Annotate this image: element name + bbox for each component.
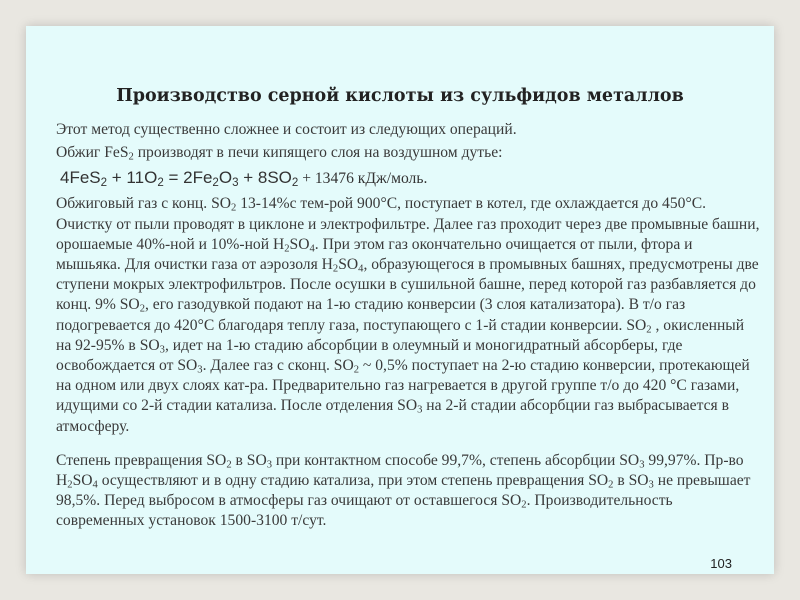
reaction-equation: $4FeS_2 + 11O_2 = 2Fe_2O_3 + 8SO_2 + 13476$ кДж/моль. — [60, 168, 428, 190]
intro-text: Этот метод существенно сложнее и состоит из следующих операций. — [56, 121, 517, 138]
page-number: 103 — [710, 556, 732, 571]
slide-title: Производство серной кислоты из сульфидов металлов — [116, 86, 684, 106]
process-description: Обжиговый газ с конц. $SO_2$ 13-14%с тем-рой 900°С, поступает в котел, где охлаждается до 450°С. Очистку от пыли проводят в циклоне и электрофильтре. Далее газ проходит через две промывные башни, орошаемые 40%-ной и 10%-ной $H_2SO_4$. При этом газ окончательно очищается от пыли, фтора и мышьяка. Для очистки газа от аэрозоля $H_2SO_4$, образующегося в промывных башнях, предусмотрены две ступени мокрых электрофильтров. После осушки в сушильной башне, перед которой газ разбавляется до конц. 9% $SO_2$, его газодувкой подают на 1-ю стадию конверсии (3 слоя катализатора). В т/о газ подогревается до 420°С благодаря теплу газа, поступающего с 1-й стадии конверсии. $SO_2$ , окисленный на 92-95% в $SO_3$, идет на 1-ю стадию абсорбции в олеумный и моногидратный абсорберы, где освобождается от $SO_3$. Далее газ с сконц. $SO_2$ ~ 0,5% поступает на 2-ю стадию конверсии, протекающей на одном или двух слоях кат-ра. Предварительно газ нагревается в другой группе т/о до 420 °С газами, идущими со 2-й стадии катализа. После отделения $SO_3$ на 2-й стадии абсорбции газ выбрасывается в атмосферу. — [56, 195, 760, 435]
conversion-stats: Степень превращения $SO_2$ в $SO_3$ при контактном способе 99,7%, степень абсорбции $SO_3$ 99,97%. Пр-во $H_2SO_4$ осуществляют и в одну стадию катализа, при этом степень превращения $SO_2$ в $SO_3$ не превышает 98,5%. Перед выбросом в атмосферы газ очищают от оставшегося $SO_2$. Производительность современных установок 1500-3100 т/сут. — [56, 451, 751, 530]
slide — [26, 26, 774, 574]
roasting-text: Обжиг FeS$_2$ производят в печи кипящего слоя на воздушном дутье: — [56, 144, 503, 163]
slide-body — [56, 120, 761, 532]
